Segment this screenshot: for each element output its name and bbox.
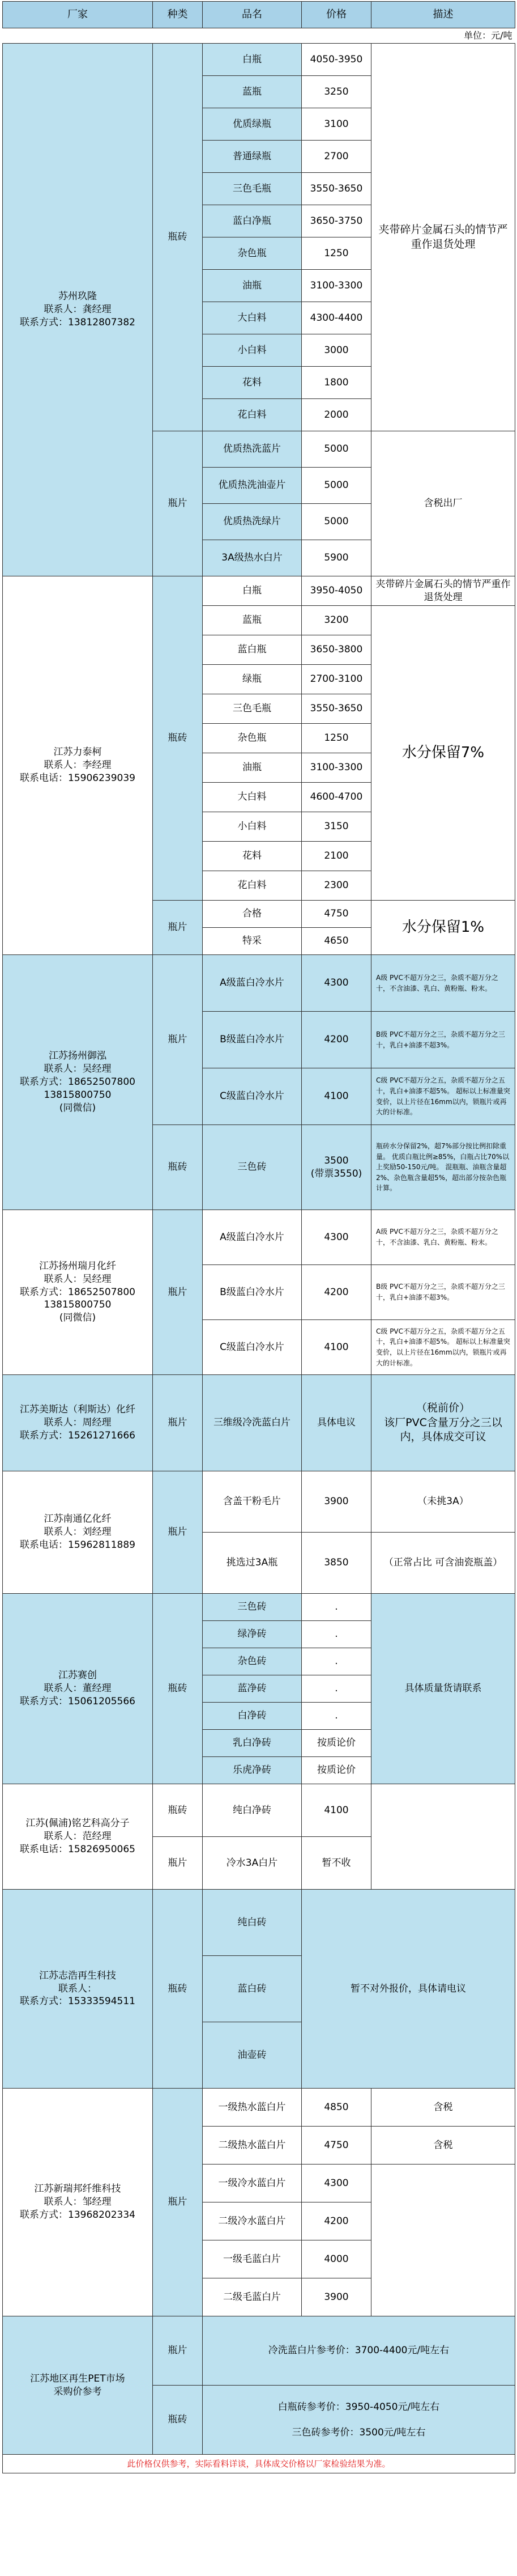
- factory-phone-alt: 13815800750: [44, 1089, 112, 1101]
- factory-name: 江苏赛创: [58, 1670, 97, 1682]
- header-factory: 厂家: [3, 2, 153, 28]
- factory-phone: 联系方式：15333594511: [20, 1996, 135, 2008]
- price-cell: 4300-4400: [302, 302, 371, 334]
- price-table: [2, 1, 515, 2473]
- factory-lituo: [3, 576, 153, 955]
- desc-cell: C级 PVC不超万分之五，杂质不超万分之五十，乳白+油漆不超5%。 超标以上标准量突变价，以上片径在16mm以内，锁瓶片或再大的计标准。: [371, 1068, 515, 1125]
- factory-contact: 联系人：吴经理: [44, 1273, 112, 1285]
- price-cell: 3100: [302, 108, 371, 141]
- type-cell: 瓶片: [153, 1837, 203, 1890]
- desc-cell: A级 PVC不超万分之三，杂质不超万分之十，不含油漆、乳白、黄粉瓶、粉末。: [371, 955, 515, 1012]
- price-cell: .: [302, 1675, 371, 1703]
- table-row: [3, 576, 515, 606]
- product-cell: 蓝瓶: [203, 76, 302, 108]
- factory-contact: 联系人：董经理: [44, 1683, 112, 1695]
- factory-contact: 联系人：龚经理: [44, 304, 112, 316]
- product-cell: 小白料: [203, 334, 302, 367]
- price-cell: 3900: [302, 2278, 371, 2316]
- price-cell: 5000: [302, 504, 371, 540]
- product-cell: 特采: [203, 928, 302, 955]
- price-cell: 1250: [302, 237, 371, 270]
- price-cell: .: [302, 1594, 371, 1621]
- market-flake-text: 冷洗蓝白片参考价：3700-4400元/吨左右: [203, 2316, 515, 2386]
- type-cell: 瓶片: [153, 2316, 203, 2386]
- product-cell: 三色砖: [203, 1594, 302, 1621]
- price-cell: 3950-4050: [302, 576, 371, 606]
- desc-cell: B级 PVC不超万分之三，杂质不超万分之三十，乳白+油漆不超3%。: [371, 1265, 515, 1320]
- price-cell: 4750: [302, 2127, 371, 2165]
- price-cell: 具体电议: [302, 1375, 371, 1471]
- desc-cell: 含税: [371, 2089, 515, 2127]
- price-cell: 3650-3800: [302, 635, 371, 665]
- table-row: [3, 955, 515, 1012]
- factory-name: 江苏(佩浦)铭艺科高分子: [25, 1818, 130, 1830]
- price-cell: 4200: [302, 1012, 371, 1068]
- product-cell: 花料: [203, 842, 302, 871]
- product-cell: 一级毛蓝白片: [203, 2240, 302, 2278]
- product-cell: 三色砖: [203, 1125, 302, 1210]
- price-cell: 4300: [302, 2165, 371, 2202]
- factory-xinruibang: [3, 2089, 153, 2316]
- price-cell: 1250: [302, 724, 371, 753]
- type-cell: 瓶砖: [153, 2386, 203, 2455]
- factory-phone: 联系电话：15826950065: [20, 1843, 135, 1855]
- desc-cell: [371, 1375, 515, 1471]
- price-cell: 4100: [302, 1068, 371, 1125]
- type-cell: 瓶片: [153, 901, 203, 955]
- product-cell: 普通绿瓶: [203, 141, 302, 173]
- product-cell: 绿净砖: [203, 1621, 302, 1648]
- product-cell: B级蓝白冷水片: [203, 1265, 302, 1320]
- product-cell: 二级毛蓝白片: [203, 2278, 302, 2316]
- product-cell: 杂色砖: [203, 1648, 302, 1675]
- product-cell: 花料: [203, 367, 302, 399]
- price-cell: 3900: [302, 1471, 371, 1533]
- type-cell: 瓶砖: [153, 1784, 203, 1837]
- product-cell: 杂色瓶: [203, 724, 302, 753]
- factory-nantong: [3, 1471, 153, 1594]
- factory-wechat-note: (同微信): [59, 1102, 96, 1114]
- product-cell: 蓝白瓶: [203, 635, 302, 665]
- product-cell: 优质热洗蓝片: [203, 431, 302, 468]
- header-row: [3, 2, 515, 28]
- market-brick-line: 三色砖参考价：3500元/吨左右: [292, 2426, 426, 2438]
- price-cell: 3200: [302, 606, 371, 635]
- type-cell: 瓶砖: [153, 576, 203, 901]
- price-cell: 3100-3300: [302, 753, 371, 783]
- factory-name: 江苏扬州瑞月化纤: [39, 1260, 116, 1272]
- product-cell: 纯白净砖: [203, 1784, 302, 1837]
- product-cell: 3A级热水白片: [203, 540, 302, 576]
- product-cell: 纯白砖: [203, 1890, 302, 1956]
- product-cell: 二级热水蓝白片: [203, 2127, 302, 2165]
- price-cell: 3150: [302, 812, 371, 842]
- desc-cell: [371, 1784, 515, 1890]
- price-cell: 5000: [302, 431, 371, 468]
- brick-price: 3500: [324, 1155, 349, 1166]
- price-cell: 4650: [302, 928, 371, 955]
- desc-cell: 夹带碎片金属石头的情节严重作退货处理: [371, 576, 515, 606]
- factory-suzhou: [3, 44, 153, 576]
- market-brick-text: [203, 2386, 515, 2455]
- table-row: [3, 2316, 515, 2386]
- product-cell: 三色毛瓶: [203, 173, 302, 205]
- price-cell: 4000: [302, 2240, 371, 2278]
- product-cell: 三色毛瓶: [203, 694, 302, 724]
- factory-name: 江苏志浩再生科技: [39, 1970, 116, 1981]
- price-cell: 按质论价: [302, 1730, 371, 1757]
- market-sub: 采购价参考: [53, 2386, 102, 2397]
- type-cell: 瓶片: [153, 1471, 203, 1594]
- price-cell: 4300: [302, 1210, 371, 1265]
- table-row: [3, 2089, 515, 2127]
- type-cell: 瓶片: [153, 1375, 203, 1471]
- product-cell: 冷水3A白片: [203, 1837, 302, 1890]
- product-cell: 绿瓶: [203, 665, 302, 694]
- desc-cell: 夹带碎片金属石头的情节严重作退货处理: [371, 44, 515, 431]
- factory-wechat-note: (同微信): [59, 1312, 96, 1324]
- product-cell: 一级热水蓝白片: [203, 2089, 302, 2127]
- price-cell: 3100-3300: [302, 270, 371, 302]
- product-cell: 蓝瓶: [203, 606, 302, 635]
- desc-cell: 含税: [371, 2127, 515, 2165]
- factory-contact: 联系人：邹经理: [44, 2196, 112, 2208]
- desc-cell: 含税出厂: [371, 431, 515, 576]
- factory-phone: 联系电话：15906239039: [20, 772, 135, 784]
- product-cell: 油瓶: [203, 753, 302, 783]
- price-cell: 2700: [302, 141, 371, 173]
- desc-cell: [371, 2165, 515, 2316]
- price-cell: 2700-3100: [302, 665, 371, 694]
- desc-cell: A级 PVC不超万分之三，杂质不超万分之十，不含油漆、乳白、黄粉瓶、粉末。: [371, 1210, 515, 1265]
- product-cell: 蓝白砖: [203, 1956, 302, 2022]
- unit-row: [3, 28, 515, 44]
- product-cell: 含盖干粉毛片: [203, 1471, 302, 1533]
- desc-cell: 水分保留1%: [371, 901, 515, 955]
- product-cell: 二级冷水蓝白片: [203, 2202, 302, 2240]
- price-cell: 3250: [302, 76, 371, 108]
- footer-note: 此价格仅供参考，实际看料详谈，具体成交价格以厂家检验结果为准。: [3, 2455, 515, 2473]
- type-cell: 瓶砖: [153, 1125, 203, 1210]
- price-cell: .: [302, 1621, 371, 1648]
- factory-meisida: [3, 1375, 153, 1471]
- product-cell: 优质热洗绿片: [203, 504, 302, 540]
- factory-name: 江苏美斯达（利斯达）化纤: [20, 1404, 135, 1416]
- footer-row: [3, 2455, 515, 2473]
- factory-contact: 联系人：范经理: [44, 1831, 112, 1843]
- type-cell: 瓶砖: [153, 1890, 203, 2089]
- desc-line: 该厂PVC含量万分之三以内，具体成交可议: [384, 1416, 502, 1444]
- factory-contact: 联系人：周经理: [44, 1417, 112, 1429]
- brick-price-note: (带票3550): [310, 1168, 362, 1179]
- product-cell: 挑选过3A瓶: [203, 1533, 302, 1594]
- type-cell: 瓶片: [153, 1210, 203, 1375]
- factory-zhihao: [3, 1890, 153, 2089]
- factory-phone-alt: 13815800750: [44, 1299, 112, 1311]
- factory-phone: 联系方式：15061205566: [20, 1695, 135, 1707]
- header-desc: 描述: [371, 2, 515, 28]
- product-cell: C级蓝白冷水片: [203, 1068, 302, 1125]
- price-cell: 2100: [302, 842, 371, 871]
- market-brick-line: 白瓶砖参考价：3950-4050元/吨左右: [277, 2401, 440, 2413]
- product-cell: C级蓝白冷水片: [203, 1320, 302, 1375]
- factory-hongyue: [3, 1210, 153, 1375]
- header-type: 种类: [153, 2, 203, 28]
- type-cell: 瓶砖: [153, 1594, 203, 1784]
- table-row: [3, 1784, 515, 1837]
- table-row: [3, 1375, 515, 1471]
- desc-cell: 暂不对外报价，具体请电议: [302, 1890, 515, 2089]
- factory-saichuang: [3, 1594, 153, 1784]
- factory-name: 江苏南通亿化纤: [44, 1513, 112, 1525]
- price-cell: 4200: [302, 1265, 371, 1320]
- product-cell: 白瓶: [203, 44, 302, 76]
- factory-name: 江苏力泰柯: [53, 746, 102, 758]
- product-cell: 一级冷水蓝白片: [203, 2165, 302, 2202]
- factory-name: 江苏扬州御泓: [49, 1050, 106, 1062]
- product-cell: 合格: [203, 901, 302, 928]
- factory-name: 江苏新瑞邦纤维科技: [34, 2183, 121, 2195]
- product-cell: 白瓶: [203, 576, 302, 606]
- product-cell: 油壶砖: [203, 2022, 302, 2089]
- factory-peicheng: [3, 1784, 153, 1890]
- desc-cell: B级 PVC不超万分之三，杂质不超万分之三十，乳白+油漆不超3%。: [371, 1012, 515, 1068]
- type-cell: 瓶片: [153, 431, 203, 576]
- desc-cell: C级 PVC不超万分之五，杂质不超万分之五十，乳白+油漆不超5%。 超标以上标准量突变价，以上片径在16mm以内，锁瓶片或再大的计标准。: [371, 1320, 515, 1375]
- factory-phone: 联系方式：18652507800: [20, 1076, 135, 1088]
- type-cell: 瓶砖: [153, 44, 203, 431]
- price-sheet: [2, 1, 515, 2473]
- price-cell: [302, 1125, 371, 1210]
- header-product: 品名: [203, 2, 302, 28]
- product-cell: 蓝净砖: [203, 1675, 302, 1703]
- price-cell: 5900: [302, 540, 371, 576]
- desc-cell: 具体质量货请联系: [371, 1594, 515, 1784]
- price-cell: 2000: [302, 399, 371, 431]
- product-cell: 优质热洗油壶片: [203, 468, 302, 504]
- table-row: [3, 1890, 515, 1956]
- factory-phone: 联系方式：15261271666: [20, 1429, 135, 1441]
- factory-phone: 联系方式：13968202334: [20, 2209, 135, 2221]
- price-cell: 2300: [302, 871, 371, 901]
- price-cell: 4100: [302, 1320, 371, 1375]
- price-cell: 4600-4700: [302, 783, 371, 812]
- price-cell: 4750: [302, 901, 371, 928]
- price-cell: 5000: [302, 468, 371, 504]
- product-cell: A级蓝白冷水片: [203, 955, 302, 1012]
- product-cell: 油瓶: [203, 270, 302, 302]
- price-cell: 3000: [302, 334, 371, 367]
- factory-name: 苏州玖隆: [58, 291, 97, 303]
- price-cell: 3550-3650: [302, 694, 371, 724]
- factory-contact: 联系人：: [58, 1983, 97, 1994]
- factory-yuhong: [3, 955, 153, 1210]
- header-price: 价格: [302, 2, 371, 28]
- price-cell: 3850: [302, 1533, 371, 1594]
- price-cell: .: [302, 1648, 371, 1675]
- factory-phone: 联系电话：15962811889: [20, 1539, 135, 1551]
- desc-cell: 水分保留7%: [371, 606, 515, 901]
- factory-market: [3, 2316, 153, 2455]
- product-cell: 白净砖: [203, 1703, 302, 1730]
- desc-cell: 瓶砖水分保留2%，超7%部分按比例扣除重量。 优质白瓶比例≥85%，白瓶占比70%以上奖励50-150元/吨。 混瓶瓶、油瓶含量超2%、杂色瓶含量超5%，超出部分按杂色瓶计算。: [371, 1125, 515, 1210]
- product-cell: B级蓝白冷水片: [203, 1012, 302, 1068]
- product-cell: 优质绿瓶: [203, 108, 302, 141]
- price-cell: 4850: [302, 2089, 371, 2127]
- price-cell: 3550-3650: [302, 173, 371, 205]
- product-cell: 乳白净砖: [203, 1730, 302, 1757]
- price-cell: 4050-3950: [302, 44, 371, 76]
- price-cell: 按质论价: [302, 1757, 371, 1784]
- factory-contact: 联系人：李经理: [44, 759, 112, 771]
- market-name: 江苏地区再生PET市场: [30, 2373, 125, 2384]
- table-row: [3, 1210, 515, 1265]
- price-cell: 4300: [302, 955, 371, 1012]
- price-cell: 暂不收: [302, 1837, 371, 1890]
- product-cell: 花白料: [203, 871, 302, 901]
- table-row: [3, 44, 515, 76]
- price-cell: 3650-3750: [302, 205, 371, 237]
- desc-cell: （正常占比 可含油瓷瓶盖）: [371, 1533, 515, 1594]
- factory-contact: 联系人：吴经理: [44, 1063, 112, 1075]
- desc-cell: （未挑3A）: [371, 1471, 515, 1533]
- product-cell: 乐虎净砖: [203, 1757, 302, 1784]
- factory-phone: 联系方式：18652507800: [20, 1286, 135, 1298]
- product-cell: A级蓝白冷水片: [203, 1210, 302, 1265]
- price-cell: 4100: [302, 1784, 371, 1837]
- product-cell: 小白料: [203, 812, 302, 842]
- product-cell: 蓝白净瓶: [203, 205, 302, 237]
- factory-contact: 联系人：刘经理: [44, 1526, 112, 1538]
- price-cell: 1800: [302, 367, 371, 399]
- unit-label: 单位：元/吨: [3, 28, 515, 44]
- product-cell: 杂色瓶: [203, 237, 302, 270]
- price-cell: 4200: [302, 2202, 371, 2240]
- type-cell: 瓶片: [153, 955, 203, 1125]
- product-cell: 花白料: [203, 399, 302, 431]
- price-cell: .: [302, 1703, 371, 1730]
- product-cell: 大白料: [203, 783, 302, 812]
- table-row: [3, 1471, 515, 1533]
- desc-line: （税前价）: [416, 1402, 470, 1415]
- type-cell: 瓶片: [153, 2089, 203, 2316]
- product-cell: 大白料: [203, 302, 302, 334]
- table-row: [3, 1594, 515, 1621]
- factory-phone: 联系方式：13812807382: [20, 316, 135, 328]
- product-cell: 三维级冷洗蓝白片: [203, 1375, 302, 1471]
